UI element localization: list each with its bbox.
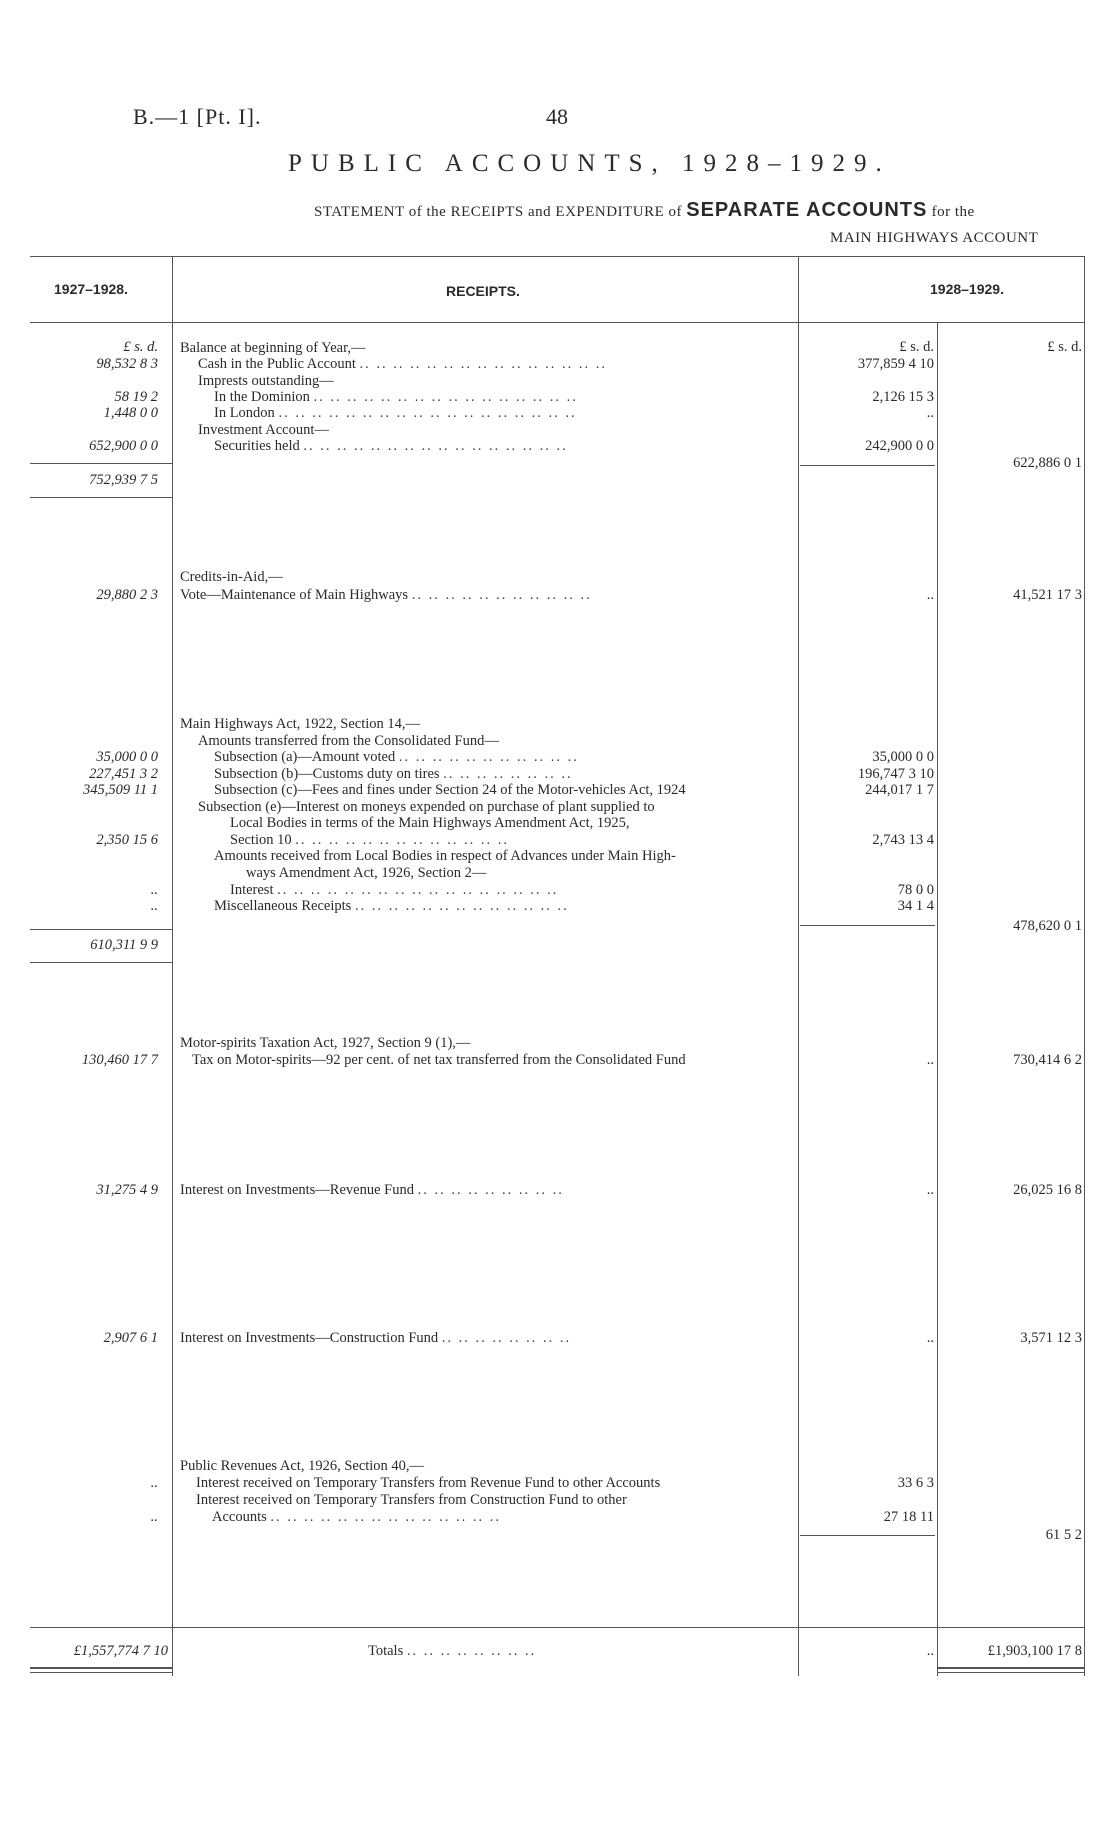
- column-divider: [172, 256, 173, 1676]
- inner-amount: 2,743 13 4: [872, 832, 934, 848]
- document-title: PUBLIC ACCOUNTS, 1928–1929.: [288, 150, 891, 177]
- statement-prefix: STATEMENT of the RECEIPTS and EXPENDITURE of: [314, 204, 682, 220]
- row-description: Imprests outstanding—: [198, 373, 334, 389]
- totals-double-rule: [30, 1672, 172, 1673]
- inner-amount: 242,900 0 0: [865, 438, 934, 454]
- outer-units: £ s. d.: [1047, 339, 1082, 355]
- row-description: Subsection (c)—Fees and fines under Section 24 of the Motor-vehicles Act, 1924: [214, 782, 686, 798]
- row-description: Credits-in-Aid,—: [180, 569, 283, 585]
- inner-amount: 27 18 11: [883, 1509, 934, 1525]
- inner-amount: 2,126 15 3: [872, 389, 934, 405]
- subtotal-rule: [800, 925, 935, 926]
- prev-amount: 31,275 4 9: [96, 1182, 158, 1198]
- account-name: MAIN HIGHWAYS ACCOUNT: [830, 230, 1039, 246]
- row-description: Miscellaneous Receipts .. .. .. .. .. .. .. .. .. .. .. .. ..: [214, 898, 569, 914]
- inner-amount: 34 1 4: [897, 898, 934, 914]
- row-description: Public Revenues Act, 1926, Section 40,—: [180, 1458, 425, 1474]
- row-description: In the Dominion .. .. .. .. .. .. .. .. .. .. .. .. .. .. .. ..: [214, 389, 578, 405]
- subtotal-rule: [800, 1535, 935, 1536]
- inner-amount: 35,000 0 0: [872, 749, 934, 765]
- row-description: Accounts .. .. .. .. .. .. .. .. .. .. .. .. .. ..: [212, 1509, 502, 1525]
- subtotal-rule: [30, 463, 172, 464]
- outer-amount: 26,025 16 8: [1013, 1182, 1082, 1198]
- inner-amount: 196,747 3 10: [857, 766, 934, 782]
- row-description: Motor-spirits Taxation Act, 1927, Section 9 (1),—: [180, 1035, 471, 1051]
- inner-amount: ..: [926, 1182, 934, 1198]
- statement-suffix: for the: [931, 204, 975, 220]
- subtotal-rule: [30, 497, 172, 498]
- row-description: Main Highways Act, 1922, Section 14,—: [180, 716, 421, 732]
- prev-subtotal: 752,939 7 5: [89, 472, 158, 488]
- row-description: Balance at beginning of Year,—: [180, 340, 366, 356]
- prev-amount: 227,451 3 2: [89, 766, 158, 782]
- row-description: Tax on Motor-spirits—92 per cent. of net tax transferred from the Consolidated Fund: [192, 1052, 686, 1068]
- row-description: Subsection (b)—Customs duty on tires .. .. .. .. .. .. .. ..: [214, 766, 573, 782]
- inner-amount: 244,017 1 7: [865, 782, 934, 798]
- document-reference: B.—1 [Pt. I].: [133, 104, 262, 129]
- receipts-header: RECEIPTS.: [446, 283, 520, 299]
- curr-grand-total: £1,903,100 17 8: [987, 1643, 1082, 1659]
- totals-double-rule: [30, 1667, 172, 1669]
- row-description: Subsection (a)—Amount voted .. .. .. .. .. .. .. .. .. .. ..: [214, 749, 579, 765]
- prev-amount: 130,460 17 7: [81, 1052, 158, 1068]
- column-divider: [1084, 256, 1085, 1676]
- prev-year-header: 1927–1928.: [54, 281, 128, 297]
- prev-amount: ..: [150, 1509, 158, 1525]
- inner-amount: 377,859 4 10: [857, 356, 934, 372]
- row-description: Interest on Investments—Revenue Fund .. .. .. .. .. .. .. .. ..: [180, 1182, 564, 1198]
- row-description: Securities held .. .. .. .. .. .. .. .. .. .. .. .. .. .. .. ..: [214, 438, 568, 454]
- row-description: Local Bodies in terms of the Main Highways Amendment Act, 1925,: [230, 815, 630, 831]
- prev-amount: 345,509 11 1: [82, 782, 158, 798]
- row-description: In London .. .. .. .. .. .. .. .. .. .. .. .. .. .. .. .. .. ..: [214, 405, 577, 421]
- page-number: 48: [546, 104, 568, 129]
- row-description: ways Amendment Act, 1926, Section 2—: [246, 865, 487, 881]
- subtotal-rule: [30, 962, 172, 963]
- inner-amount: ..: [926, 405, 934, 421]
- totals-label: Totals .. .. .. .. .. .. .. ..: [368, 1643, 537, 1659]
- row-description: Interest received on Temporary Transfers from Revenue Fund to other Accounts: [196, 1475, 661, 1491]
- row-description: Amounts received from Local Bodies in respect of Advances under Main High-: [214, 848, 676, 864]
- row-description: Interest .. .. .. .. .. .. .. .. .. .. .. .. .. .. .. .. ..: [230, 882, 559, 898]
- subtotal-rule: [800, 465, 935, 466]
- prev-amount: ..: [150, 898, 158, 914]
- prev-grand-total: £1,557,774 7 10: [73, 1643, 168, 1659]
- outer-amount: 730,414 6 2: [1013, 1052, 1082, 1068]
- outer-amount: 478,620 0 1: [1013, 918, 1082, 934]
- prev-subtotal: 610,311 9 9: [90, 937, 158, 953]
- curr-year-header: 1928–1929.: [930, 281, 1004, 297]
- row-description: Interest on Investments—Construction Fund .. .. .. .. .. .. .. ..: [180, 1330, 572, 1346]
- prev-amount: 29,880 2 3: [96, 587, 158, 603]
- row-description: Subsection (e)—Interest on moneys expended on purchase of plant supplied to: [198, 799, 655, 815]
- column-divider: [937, 322, 938, 1676]
- statement-emphasis: SEPARATE ACCOUNTS: [686, 199, 928, 221]
- inner-units: £ s. d.: [899, 339, 934, 355]
- outer-amount: 61 5 2: [1045, 1527, 1082, 1543]
- prev-amount: 2,907 6 1: [103, 1330, 158, 1346]
- prev-amount: 35,000 0 0: [96, 749, 158, 765]
- row-description: Investment Account—: [198, 422, 329, 438]
- prev-units: £ s. d.: [123, 339, 158, 355]
- prev-amount: 58 19 2: [114, 389, 158, 405]
- outer-amount: 3,571 12 3: [1020, 1330, 1082, 1346]
- subtotal-rule: [30, 929, 172, 930]
- inner-amount: ..: [926, 1052, 934, 1068]
- prev-amount: 98,532 8 3: [96, 356, 158, 372]
- statement-heading: [314, 199, 975, 222]
- inner-amount: 78 0 0: [897, 882, 934, 898]
- prev-amount: 1,448 0 0: [103, 405, 158, 421]
- prev-amount: ..: [150, 882, 158, 898]
- inner-amount: ..: [926, 1643, 934, 1659]
- outer-amount: 622,886 0 1: [1013, 455, 1082, 471]
- totals-double-rule: [937, 1667, 1084, 1669]
- row-description: Interest received on Temporary Transfers from Construction Fund to other: [196, 1492, 627, 1508]
- row-description: Cash in the Public Account .. .. .. .. .. .. .. .. .. .. .. .. .. .. ..: [198, 356, 607, 372]
- inner-amount: ..: [926, 587, 934, 603]
- row-description: Vote—Maintenance of Main Highways .. .. .. .. .. .. .. .. .. .. ..: [180, 587, 592, 603]
- table-top-rule: [30, 256, 1085, 257]
- prev-amount: 652,900 0 0: [89, 438, 158, 454]
- header-bottom-rule: [30, 322, 1085, 323]
- totals-double-rule: [937, 1672, 1084, 1673]
- inner-amount: ..: [926, 1330, 934, 1346]
- row-description: Section 10 .. .. .. .. .. .. .. .. .. .. .. .. ..: [230, 832, 509, 848]
- prev-amount: 2,350 15 6: [96, 832, 158, 848]
- column-divider: [798, 256, 799, 1676]
- inner-amount: 33 6 3: [897, 1475, 934, 1491]
- row-description: Amounts transferred from the Consolidated Fund—: [198, 733, 499, 749]
- totals-top-rule: [30, 1627, 1085, 1628]
- outer-amount: 41,521 17 3: [1013, 587, 1082, 603]
- prev-amount: ..: [150, 1475, 158, 1491]
